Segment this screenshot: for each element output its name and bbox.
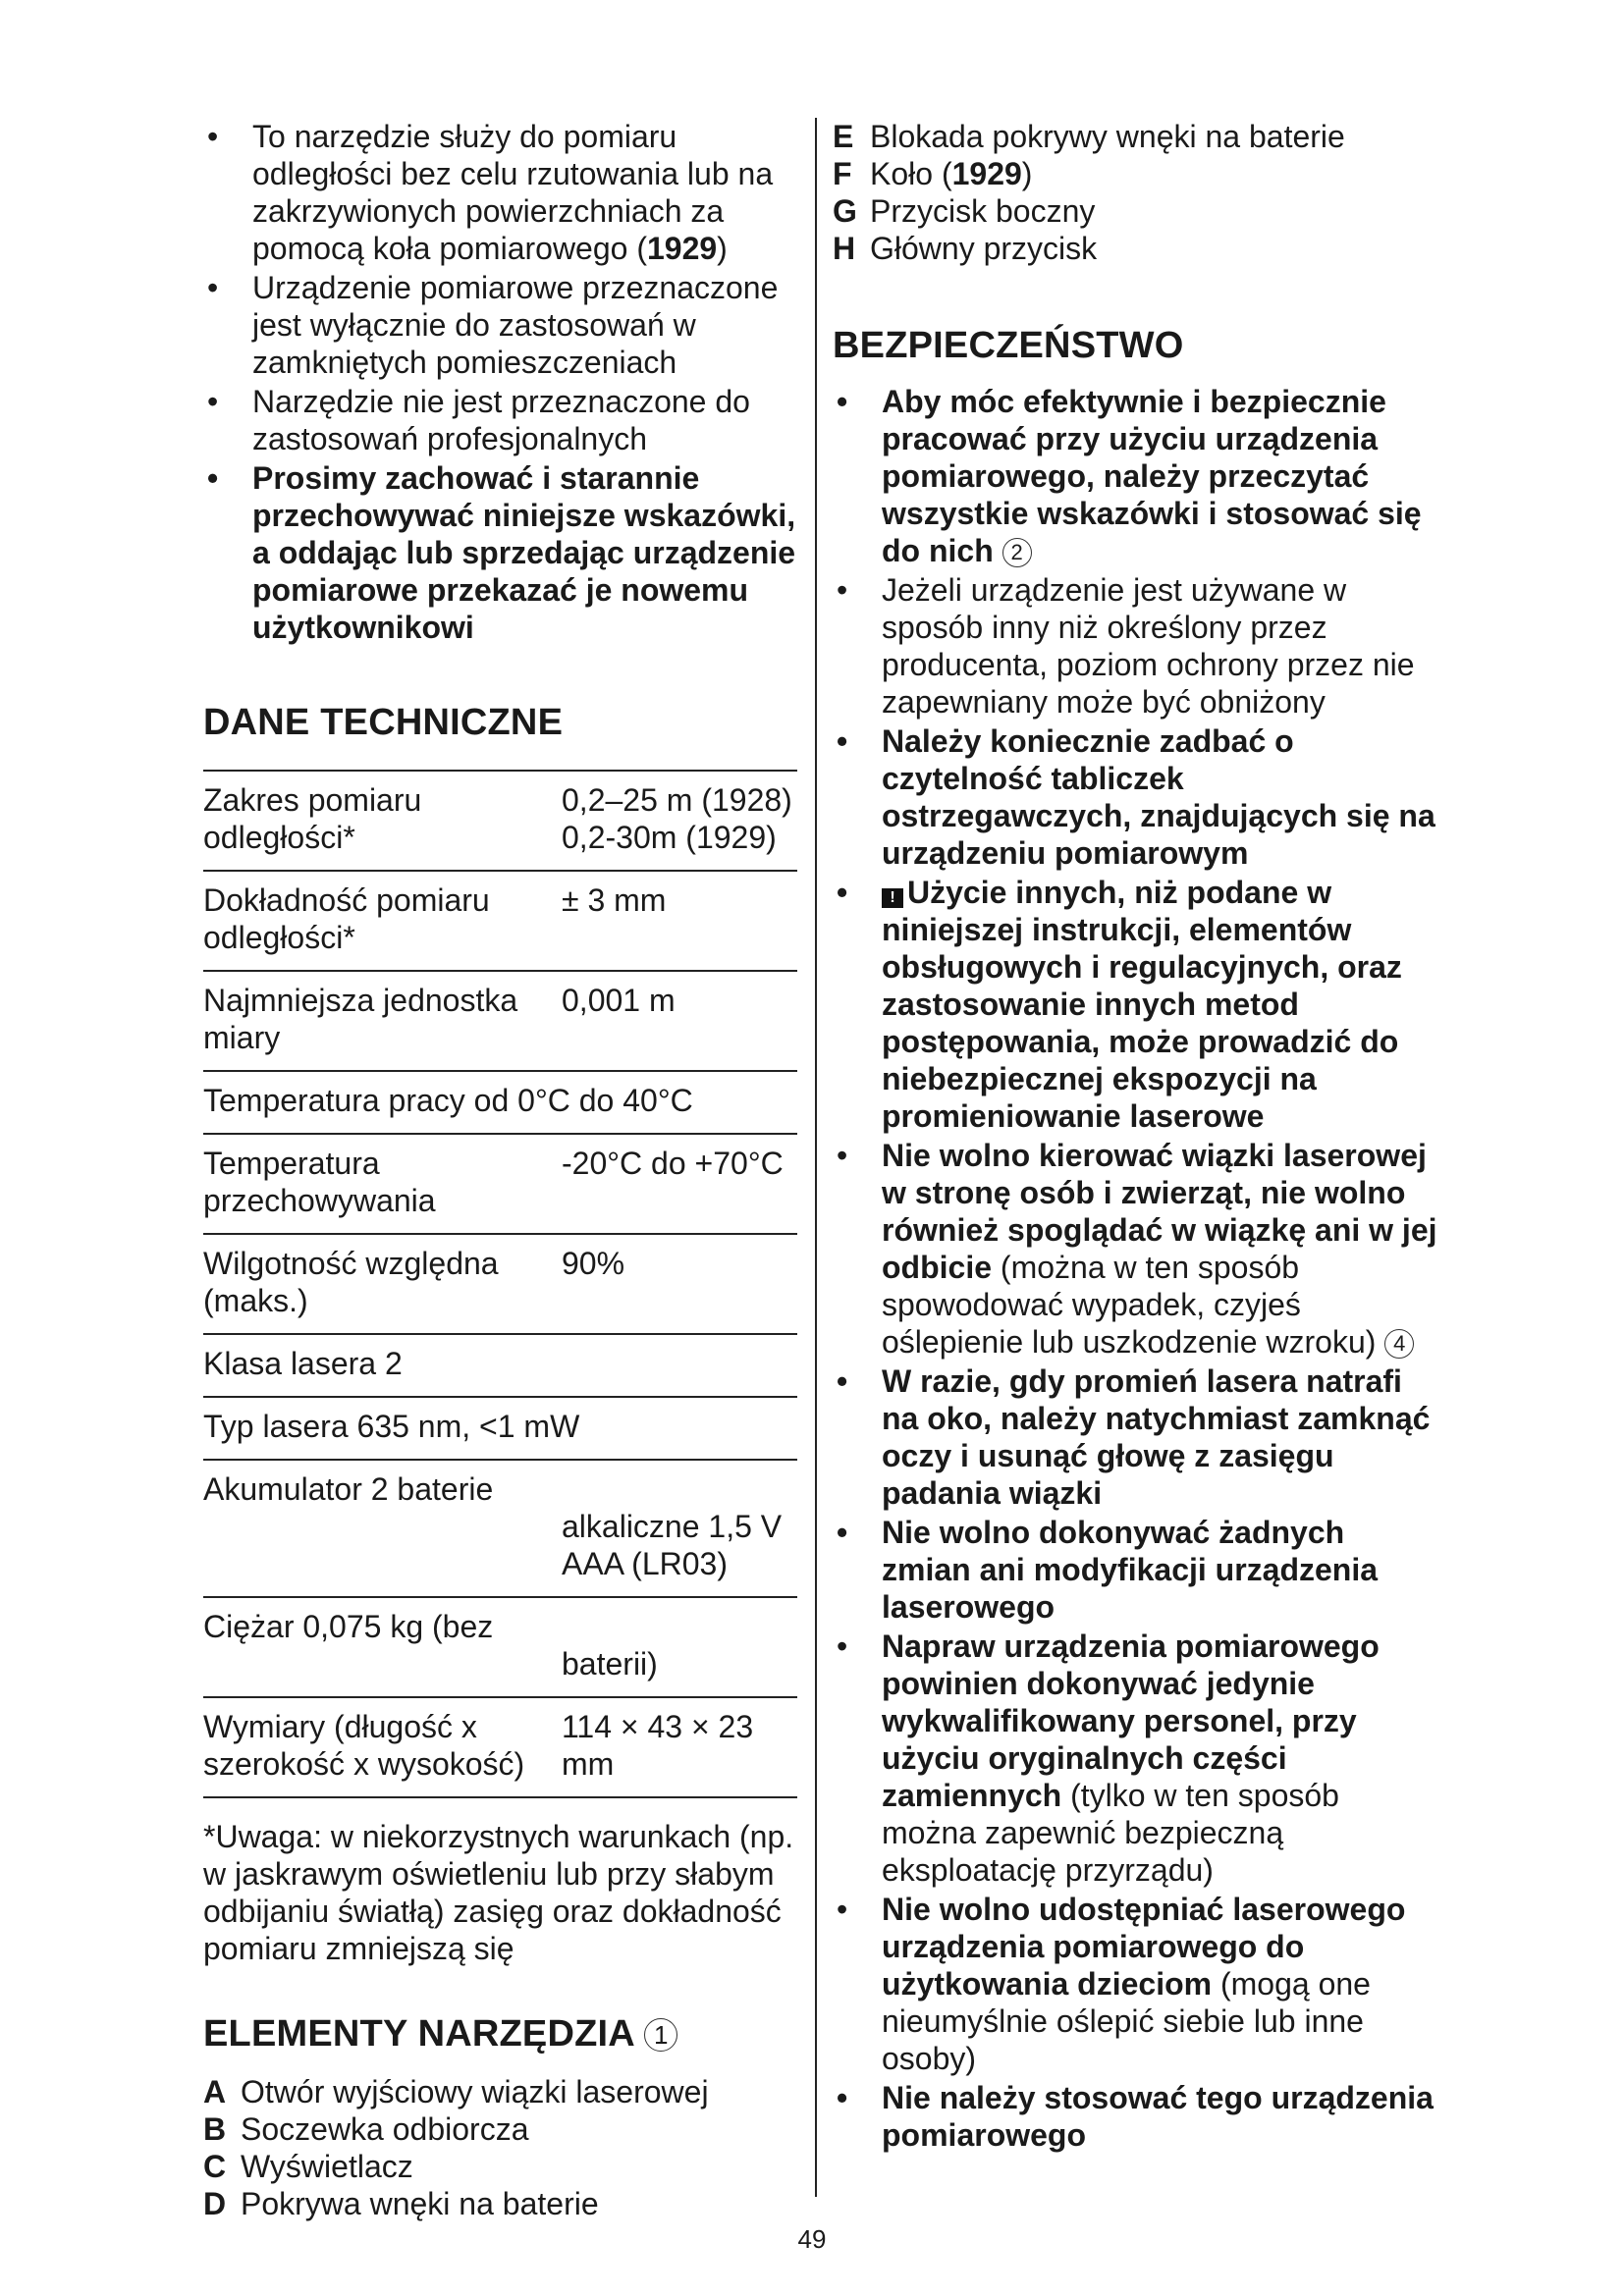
list-item: • Nie należy stosować tego urządzenia pomiarowego [833,2079,1441,2154]
safety-bullets [833,383,1441,2154]
list-item: • Urządzenie pomiarowe przeznaczone jest wyłącznie do zastosowań w zamkniętych pomieszczeniach [203,269,797,381]
list-item: A Otwór wyjściowy wiązki laserowej [203,2074,709,2109]
list-item: • Nie wolno udostępniać laserowego urządzenia pomiarowego do użytkowania dzieciom (mogą one nieumyślnie oślepić siebie lub inne osoby) [833,1891,1441,2077]
page-number: 49 [797,2224,827,2254]
list-item: • Jeżeli urządzenie jest używane w sposób inny niż określony przez producenta, poziom ochrony przez nie zapewniany może być obniżony [833,571,1441,721]
table-row: Ciężar 0,075 kg (bez baterii) [203,1597,797,1697]
list-item: • To narzędzie służy do pomiaru odległości bez celu rzutowania lub na zakrzywionych powierzchniach za pomocą koła pomiarowego (1929) [203,118,797,267]
list-item: • ! Użycie innych, niż podane w niniejszej instrukcji, elementów obsługowych i regulacyjnych, oraz zastosowanie innych metod postępowania, może prowadzić do niebezpiecznej ekspozycji na promieniowanie laserowe [833,874,1441,1135]
list-item: • Napraw urządzenia pomiarowego powinien dokonywać jedynie wykwalifikowany personel, przy użyciu oryginalnych części zamiennych (tylko w ten sposób można zapewnić bezpieczną eksploatację przyrządu) [833,1628,1441,1889]
table-row: Dokładność pomiaru odległości* ± 3 mm [203,871,797,971]
table-row: Temperatura przechowywania -20°C do +70°C [203,1134,797,1234]
elements-heading: ELEMENTY NARZĘDZIA 1 [203,2012,797,2056]
list-item: • W razie, gdy promień lasera natrafi na oko, należy natychmiast zamknąć oczy i usunąć głowę z zasięgu padania wiązki [833,1362,1441,1512]
list-item: C Wyświetlacz [203,2149,413,2184]
list-item: • Nie wolno dokonywać żadnych zmian ani modyfikacji urządzenia laserowego [833,1514,1441,1626]
list-item: B Soczewka odbiorcza [203,2111,529,2147]
list-item: • Nie wolno kierować wiązki laserowej w stronę osób i zwierząt, nie wolno również spoglądać w wiązkę ani w jej odbicie (można w ten sposób spowodować wypadek, czyjeś oślepienie lub uszkodzenie wzroku) 4 [833,1137,1441,1361]
right-column [833,118,1441,2156]
list-item: G Przycisk boczny [833,193,1096,229]
elements-list [203,2073,797,2222]
laser-warning-icon: ! [882,888,903,908]
figure-ref-icon: 2 [1002,538,1032,567]
left-column [203,118,797,2222]
list-item: E Blokada pokrywy wnęki na baterie [833,119,1345,154]
figure-ref-icon: 1 [644,2018,677,2052]
column-divider [815,118,817,2197]
list-item: • Prosimy zachować i starannie przechowywać niniejsze wskazówki, a oddając lub sprzedając urządzenie pomiarowe przekazać je nowemu użytkownikowi [203,459,797,646]
elements-list-continued [833,118,1441,267]
tech-spec-table [203,770,797,1798]
list-item: F Koło (1929) [833,156,1033,191]
table-row: Temperatura pracy od 0°C do 40°C [203,1071,797,1134]
table-row: Najmniejsza jednostka miary 0,001 m [203,971,797,1071]
list-item: D Pokrywa wnęki na baterie [203,2186,599,2221]
list-item: • Narzędzie nie jest przeznaczone do zastosowań profesjonalnych [203,383,797,457]
list-item: H Główny przycisk [833,231,1098,266]
figure-ref-icon: 4 [1384,1329,1414,1359]
tech-heading: DANE TECHNICZNE [203,702,564,743]
list-item: • Aby móc efektywnie i bezpiecznie pracować przy użyciu urządzenia pomiarowego, należy przeczytać wszystkie wskazówki i stosować się do nich 2 [833,383,1441,569]
tech-note: *Uwaga: w niekorzystnych warunkach (np. w jaskrawym oświetleniu lub przy słabym odbijaniu światłą) zasięg oraz dokładność pomiaru zmniejszą się [203,1819,794,1966]
list-item: • Należy koniecznie zadbać o czytelność tabliczek ostrzegawczych, znajdujących się na urządzeniu pomiarowym [833,722,1441,872]
safety-heading: BEZPIECZEŃSTWO [833,325,1184,366]
table-row: Klasa lasera 2 [203,1334,797,1397]
table-row: Akumulator 2 baterie alkaliczne 1,5 V AAA (LR03) [203,1460,797,1597]
intro-bullets [203,118,797,646]
table-row: Zakres pomiaru odległości* 0,2–25 m (1928) 0,2-30m (1929) [203,771,797,871]
table-row: Typ lasera 635 nm, <1 mW [203,1397,797,1460]
table-row: Wymiary (długość x szerokość x wysokość) 114 × 43 × 23 mm [203,1697,797,1797]
table-row: Wilgotność względna (maks.) 90% [203,1234,797,1334]
